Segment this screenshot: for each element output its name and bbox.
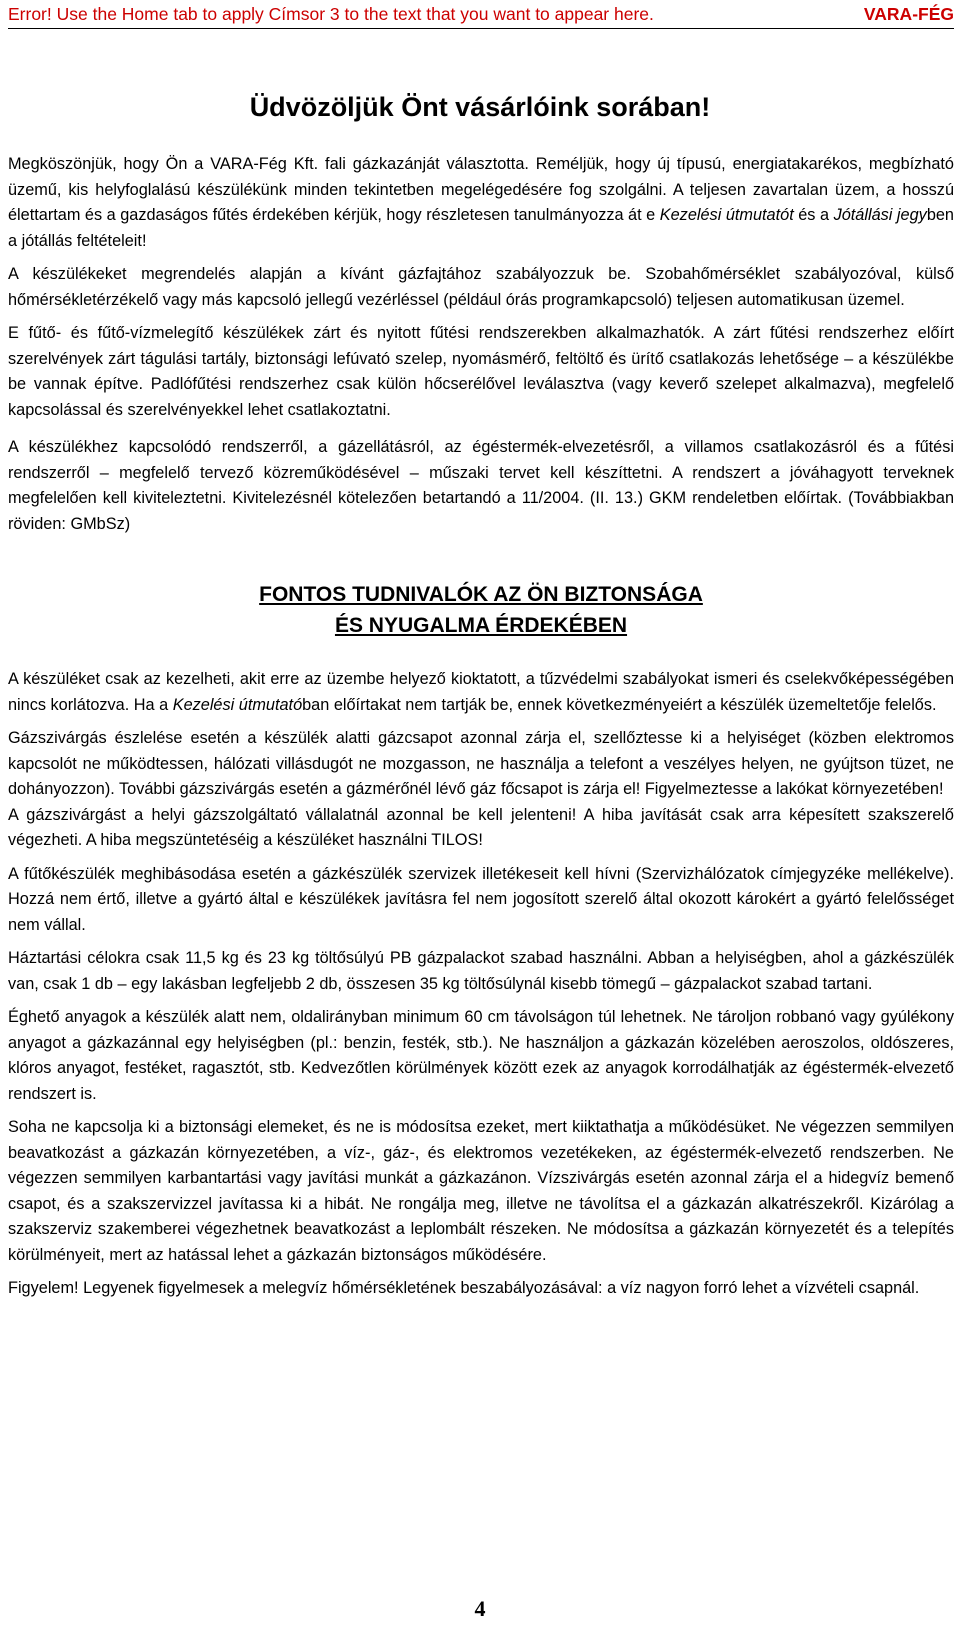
header-error-text: Error! Use the Home tab to apply Címsor 3 to the text that you want to appear here. bbox=[8, 4, 654, 24]
paragraph-leak-report: A gázszivárgást a helyi gázszolgáltató vállalatnál azonnal be kell jelenteni! A hiba javítását csak arra képesített szakszerelő végezheti. A hiba megszüntetéséig a készüléket használni TILOS! bbox=[8, 805, 954, 849]
paragraph-warning-hot-water: Figyelem! Legyenek figyelmesek a melegvíz hőmérsékletének beszabályozásával: a víz nagyon forró lehet a vízvételi csapnál. bbox=[8, 1279, 920, 1297]
page-title: Üdvözöljük Önt vásárlóink sorában! bbox=[249, 92, 711, 122]
page-number: 4 bbox=[474, 1596, 486, 1621]
header-brand: VARA-FÉG bbox=[863, 4, 954, 24]
paragraph-intro: Megköszönjük, hogy Ön a VARA-Fég Kft. fali gázkazánját választotta. Reméljük, hogy új típusú, energiatakarékos, megbízható üzemű, kis helyfoglalású készülékünk minden tekintetben megelégedésére fog szolgálni. A teljesen zavartalan üzem, a hosszú élettartam és a gazdaságos fűtés érdekében kérjük, hogy részletesen tanulmányozza át e Kezelési útmutatót és a Jótállási jegyben a jótállás feltételeit! bbox=[8, 155, 954, 250]
paragraph-operator: A készüléket csak az kezelheti, akit erre az üzembe helyező kioktatott, a tűzvédelmi szabályokat ismeri és cselekvőképességében nincs korlátozva. Ha a Kezelési útmutatóban előírtakat nem tartják be, ennek következményeiért a készülék üzemeltetője felelős. bbox=[8, 670, 954, 714]
paragraph-design-requirements: A készülékhez kapcsolódó rendszerről, a gázellátásról, az égéstermék-elvezetésről, a villamos csatlakozásról és a fűtési rendszerről – megfelelő tervező közreműködésével – műszaki tervet kell készíttetni. A rendszert a jóváhagyott terveknek megfelelően kell kiviteleztetni. Kivitelezésnél kötelezően betartandó a 11/2004. (II. 13.) GKM rendeletben előírtak. (Továbbiakban röviden: GMbSz) bbox=[8, 438, 954, 533]
paragraph-gas-leak: Gázszivárgás észlelése esetén a készülék alatti gázcsapot azonnal zárja el, szellőztesse ki a helyiséget (közben elektromos kapcsolót ne működtessen, hálózati villásdugót ne mozgasson, ne használja a telefont a veszélyes helyen, ne gyújtson tüzet, ne dohányozzon). További gázszivárgás esetén a gázmérőnél lévő gáz főcsapot is zárja el! Figyelmeztesse a lakókat környezetében! bbox=[8, 729, 954, 798]
section-heading: FONTOS TUDNIVALÓK AZ ÖN BIZTONSÁGA ÉS NYUGALMA ÉRDEKÉBEN bbox=[259, 583, 703, 637]
page-header bbox=[8, 4, 954, 29]
paragraph-pb-gas: Háztartási célokra csak 11,5 kg és 23 kg töltősúlyú PB gázpalackot szabad használni. Abban a helyiségben, ahol a gázkészülék van, csak 1 db – egy lakásban legfeljebb 2 db, összesen 35 kg töltősúlynál kisebb tömegű – gázpalackot szabad tartani. bbox=[8, 949, 954, 993]
paragraph-malfunction: A fűtőkészülék meghibásodása esetén a gázkészülék szervizek illetékeseit kell hívni (Szervizhálózatok címjegyzéke mellékelve). Hozzá nem értő, illetve a gyártó által e készülékek javításra fel nem jogosított szerelő által okozott károkért a gyártó felelősséget nem vállal. bbox=[8, 864, 954, 934]
paragraph-safety-elements: Soha ne kapcsolja ki a biztonsági elemeket, és ne is módosítsa ezeket, mert kiiktathatja a működésüket. Ne végezzen semmilyen beavatkozást a gázkazán környezetében, a víz-, gáz-, és elektromos vezetékeken, az égéstermék-elvezető rendszerben. Ne végezzen semmilyen karbantartási vagy javítási munkát a gázkazánon. Vízszivárgás esetén azonnal zárja el a hidegvíz bemenő csapot, és a szakszervizzel javítassa ki a hibát. Ne rongálja meg, illetve ne távolítsa el a gázkazán alkatrészekről. Kizárólag a szakszerviz szakemberei végezhetnek beavatkozást a leplombált részeken. Ne módosítsa a gázkazán környezetét és a telepítés körülményeit, mert az hatással lehet a gázkazán biztonságos működésére. bbox=[8, 1118, 954, 1264]
paragraph-gas-setup: A készülékeket megrendelés alapján a kívánt gázfajtához szabályozzuk be. Szobahőmérséklet szabályozóval, külső hőmérsékletérzékelő vagy más kapcsoló jellegű vezérléssel (például órás programkapcsoló) teljesen automatikusan üzemel. bbox=[8, 265, 954, 309]
paragraph-flammables: Éghető anyagok a készülék alatt nem, oldalirányban minimum 60 cm távolságon túl lehetnek. Ne tároljon robbanó vagy gyúlékony anyagot a gázkazánnal egy helyiségben (pl.: benzin, festék, stb.). Ne használjon a gázkazán közelében aeroszolos, oldószeres, klóros anyagot, festéket, ragasztót, stb. Kedvezőtlen körülmények között ezek az anyagok korrodálhatják az égéstermék-elvezető rendszert is. bbox=[8, 1008, 954, 1103]
document-body bbox=[8, 152, 954, 1302]
paragraph-heating-systems: E fűtő- és fűtő-vízmelegítő készülékek zárt és nyitott fűtési rendszerekben alkalmazhatók. A zárt fűtési rendszerhez előírt szerelvények zárt tágulási tartály, biztonsági lefúvató szelep, nyomásmérő, feltöltő és ürítő csatlakozás lehetősége – a készülékbe be vannak építve. Padlófűtési rendszerhez csak külön hőcserélővel leválasztva (vagy keverő szelepet alkalmazva), megfelelő kapcsolással és szerelvényekkel lehet csatlakoztatni. bbox=[8, 324, 954, 419]
